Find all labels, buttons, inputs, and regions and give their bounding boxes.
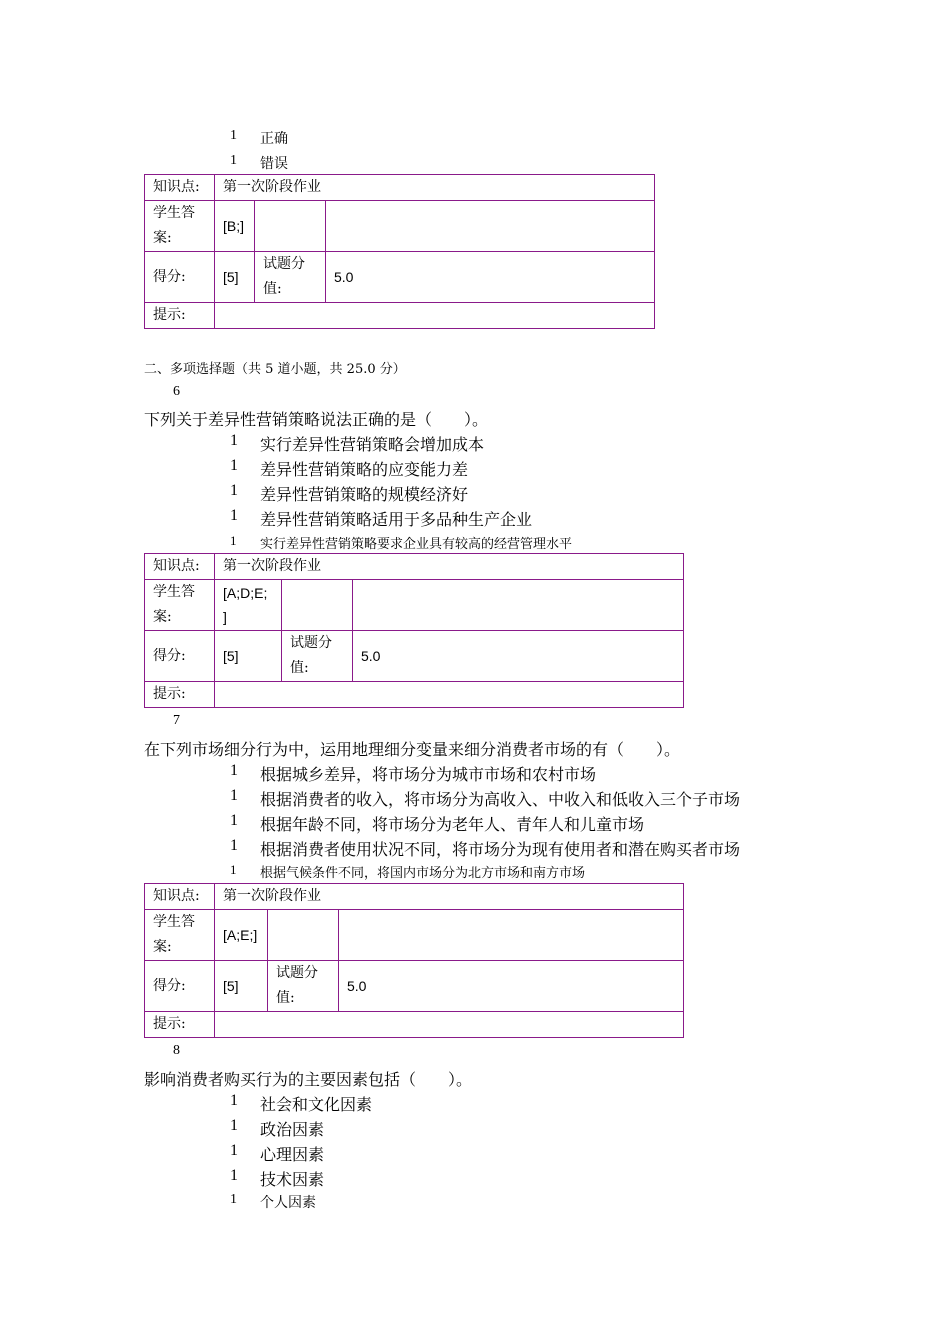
score-value: [5] [215, 252, 255, 303]
points-label: 试题分值: [255, 252, 326, 303]
answer-label: 学生答案: [145, 910, 215, 961]
option-marker: 1 [230, 862, 237, 877]
hint-value [215, 1012, 684, 1038]
points-value: 5.0 [326, 252, 655, 303]
q6-info-table [144, 553, 684, 708]
option-marker: 1 [230, 432, 238, 449]
q5-info-table [144, 174, 655, 329]
answer-value: [B;] [215, 201, 255, 252]
score-label: 得分: [145, 631, 215, 682]
option-marker: 1 [230, 533, 237, 548]
option-marker: 1 [230, 1092, 238, 1109]
option-marker: 1 [230, 153, 237, 168]
answer-value-line: [A;D;E; [223, 585, 268, 601]
option-marker: 1 [230, 1142, 238, 1159]
score-label: 得分: [145, 961, 215, 1012]
knowledge-label: 知识点: [145, 554, 215, 580]
option-text: 差异性营销策略适用于多品种生产企业 [260, 510, 533, 529]
question-text: 在下列市场细分行为中，运用地理细分变量来细分消费者市场的有（ ）。 [144, 740, 681, 759]
knowledge-label: 知识点: [145, 884, 215, 910]
score-value: [5] [215, 631, 282, 682]
empty-cell [339, 910, 684, 961]
points-value: 5.0 [353, 631, 684, 682]
q7-info-table [144, 883, 684, 1038]
hint-label: 提示: [145, 303, 215, 329]
option-marker: 1 [230, 482, 238, 499]
option-text: 技术因素 [260, 1170, 325, 1189]
question-number: 6 [173, 384, 180, 399]
option-marker: 1 [230, 812, 238, 829]
option-text: 根据城乡差异，将市场分为城市市场和农村市场 [260, 765, 597, 784]
empty-cell [282, 580, 353, 631]
section-title: 二、多项选择题（共 5 道小题，共 25.0 分） [144, 362, 406, 377]
option-marker: 1 [230, 1167, 238, 1184]
option-text: 正确 [260, 131, 288, 147]
option-text: 实行差异性营销策略会增加成本 [260, 435, 485, 454]
knowledge-value: 第一次阶段作业 [215, 554, 684, 580]
empty-cell [326, 201, 655, 252]
question-number: 8 [173, 1043, 180, 1058]
score-value: [5] [215, 961, 268, 1012]
answer-label: 学生答案: [145, 201, 215, 252]
hint-label: 提示: [145, 1012, 215, 1038]
answer-value: [A;E;] [215, 910, 268, 961]
points-value: 5.0 [339, 961, 684, 1012]
points-label: 试题分值: [282, 631, 353, 682]
question-text: 下列关于差异性营销策略说法正确的是（ ）。 [144, 410, 489, 429]
option-text: 实行差异性营销策略要求企业具有较高的经营管理水平 [260, 537, 573, 552]
score-label: 得分: [145, 252, 215, 303]
option-marker: 1 [230, 457, 238, 474]
option-marker: 1 [230, 787, 238, 804]
answer-value [215, 580, 282, 631]
option-marker: 1 [230, 507, 238, 524]
option-text: 错误 [260, 156, 288, 172]
option-text: 根据消费者的收入，将市场分为高收入、中收入和低收入三个子市场 [260, 790, 741, 809]
option-marker: 1 [230, 1192, 237, 1207]
answer-value-line: ] [223, 609, 227, 625]
option-marker: 1 [230, 128, 237, 143]
option-text: 差异性营销策略的应变能力差 [260, 460, 469, 479]
hint-value [215, 303, 655, 329]
empty-cell [353, 580, 684, 631]
option-marker: 1 [230, 762, 238, 779]
empty-cell [255, 201, 326, 252]
knowledge-label: 知识点: [145, 175, 215, 201]
knowledge-value: 第一次阶段作业 [215, 175, 655, 201]
option-marker: 1 [230, 837, 238, 854]
points-label: 试题分值: [268, 961, 339, 1012]
option-text: 根据消费者使用状况不同，将市场分为现有使用者和潜在购买者市场 [260, 840, 741, 859]
hint-label: 提示: [145, 682, 215, 708]
option-text: 社会和文化因素 [260, 1095, 373, 1114]
hint-value [215, 682, 684, 708]
option-text: 根据气候条件不同，将国内市场分为北方市场和南方市场 [260, 866, 586, 881]
option-text: 个人因素 [260, 1195, 316, 1211]
option-text: 根据年龄不同，将市场分为老年人、青年人和儿童市场 [260, 815, 645, 834]
question-number: 7 [173, 713, 180, 728]
option-text: 心理因素 [260, 1145, 325, 1164]
option-text: 政治因素 [260, 1120, 325, 1139]
knowledge-value: 第一次阶段作业 [215, 884, 684, 910]
answer-label: 学生答案: [145, 580, 215, 631]
empty-cell [268, 910, 339, 961]
option-text: 差异性营销策略的规模经济好 [260, 485, 469, 504]
question-text: 影响消费者购买行为的主要因素包括（ ）。 [144, 1070, 473, 1089]
option-marker: 1 [230, 1117, 238, 1134]
